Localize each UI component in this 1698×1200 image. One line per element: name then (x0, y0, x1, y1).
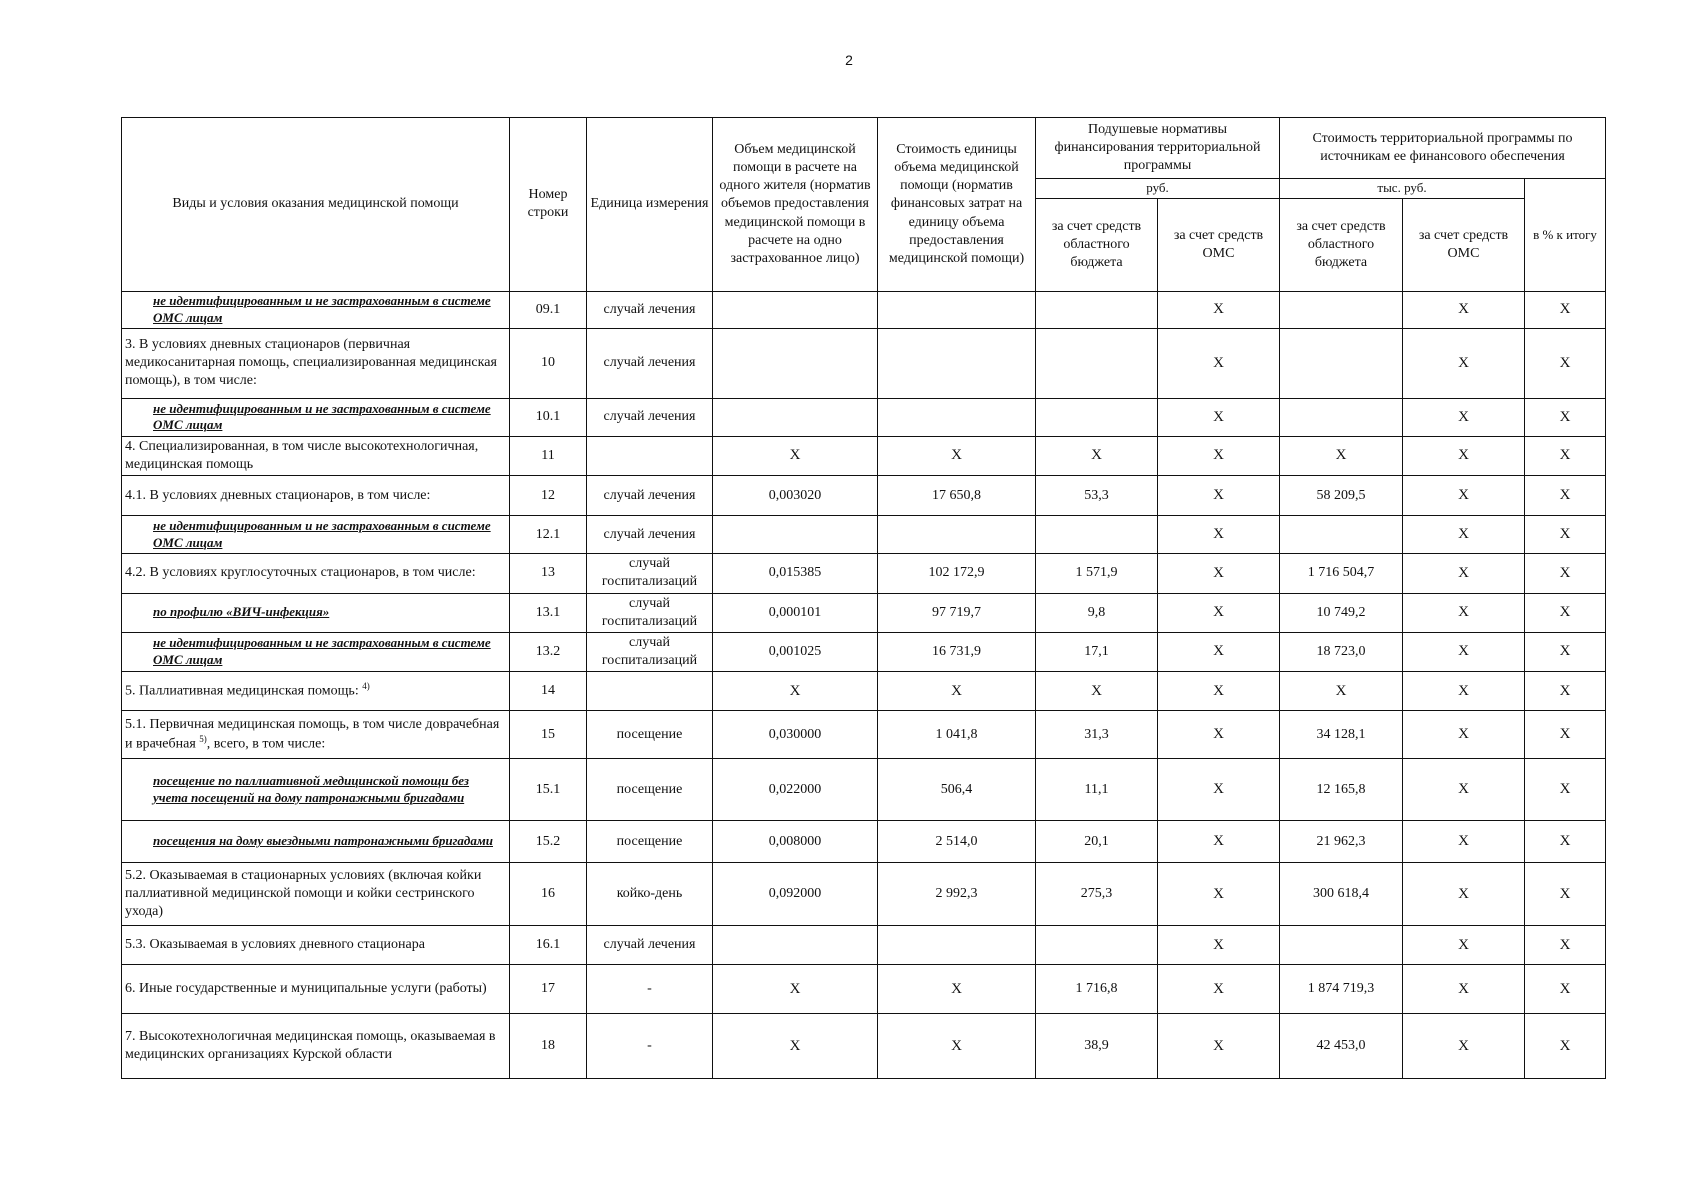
header-percent-total: в % к итогу (1525, 179, 1606, 292)
row-per-capita-oms: X (1158, 398, 1280, 436)
table-row (122, 926, 1606, 965)
row-per-capita-oms: X (1158, 1014, 1280, 1079)
row-program-oms: X (1403, 965, 1525, 1014)
row-number: 14 (510, 672, 587, 711)
header-per-capita-unit: руб. (1036, 179, 1280, 199)
row-per-capita-budget (1036, 398, 1158, 436)
row-percent: X (1525, 965, 1606, 1014)
row-per-capita-oms: X (1158, 554, 1280, 593)
row-name: 6. Иные государственные и муниципальные услуги (работы) (122, 965, 510, 1014)
row-program-budget: 58 209,5 (1280, 476, 1403, 516)
row-number: 12 (510, 476, 587, 516)
table-row (122, 863, 1606, 926)
row-unit: случай лечения (587, 476, 713, 516)
row-volume: X (713, 672, 878, 711)
row-volume: X (713, 965, 878, 1014)
footnote-mark: 5) (199, 734, 207, 745)
row-name: 5.3. Оказываемая в условиях дневного стационара (122, 926, 510, 965)
row-unit-cost: 2 992,3 (878, 863, 1036, 926)
row-program-oms: X (1403, 291, 1525, 328)
row-name: 7. Высокотехнологичная медицинская помощь, оказываемая в медицинских организациях Курской области (122, 1014, 510, 1079)
table-row (122, 593, 1606, 632)
row-percent: X (1525, 328, 1606, 398)
row-percent: X (1525, 672, 1606, 711)
row-per-capita-oms: X (1158, 821, 1280, 863)
header-per-capita: Подушевые нормативы финансирования территориальной программы (1036, 118, 1280, 179)
header-regional-budget: за счет средств областного бюджета (1036, 198, 1158, 291)
row-per-capita-budget: 1 716,8 (1036, 965, 1158, 1014)
row-unit-cost: 2 514,0 (878, 821, 1036, 863)
row-program-oms: X (1403, 821, 1525, 863)
row-unit-cost: 102 172,9 (878, 554, 1036, 593)
row-number: 10 (510, 328, 587, 398)
row-per-capita-oms: X (1158, 711, 1280, 759)
row-per-capita-oms: X (1158, 633, 1280, 672)
row-name: 4.2. В условиях круглосуточных стационаров, в том числе: (122, 554, 510, 593)
row-program-budget (1280, 328, 1403, 398)
row-per-capita-budget: 1 571,9 (1036, 554, 1158, 593)
row-per-capita-budget: 20,1 (1036, 821, 1158, 863)
row-volume: 0,030000 (713, 711, 878, 759)
row-program-oms: X (1403, 476, 1525, 516)
row-per-capita-oms: X (1158, 926, 1280, 965)
row-name: не идентифицированным и не застрахованным в системе ОМС лицам (122, 516, 510, 554)
header-regional-budget-2: за счет средств областного бюджета (1280, 198, 1403, 291)
row-percent: X (1525, 711, 1606, 759)
row-number: 11 (510, 436, 587, 475)
row-number: 10.1 (510, 398, 587, 436)
header-volume: Объем медицинской помощи в расчете на одного жителя (норматив объемов предоставления медицинской помощи в расчете на одно застрахованное лицо) (713, 118, 878, 292)
row-volume: 0,001025 (713, 633, 878, 672)
header-oms-2: за счет средств ОМС (1403, 198, 1525, 291)
page-number: 2 (845, 52, 853, 68)
table-row (122, 1014, 1606, 1079)
row-unit-cost: 17 650,8 (878, 476, 1036, 516)
row-volume (713, 516, 878, 554)
row-program-oms: X (1403, 328, 1525, 398)
row-program-oms: X (1403, 926, 1525, 965)
row-per-capita-oms: X (1158, 328, 1280, 398)
table-row (122, 711, 1606, 759)
row-per-capita-oms: X (1158, 672, 1280, 711)
row-name: 5. Паллиативная медицинская помощь: $^{4)}$ (122, 672, 510, 711)
row-program-budget (1280, 398, 1403, 436)
row-name: 3. В условиях дневных стационаров (первичная медикосанитарная помощь, специализированная медицинская помощь), в том числе: (122, 328, 510, 398)
row-program-oms: X (1403, 863, 1525, 926)
row-unit: посещение (587, 821, 713, 863)
table-row (122, 328, 1606, 398)
row-number: 18 (510, 1014, 587, 1079)
row-per-capita-oms: X (1158, 516, 1280, 554)
row-volume: X (713, 436, 878, 475)
row-per-capita-budget: 9,8 (1036, 593, 1158, 632)
row-program-budget: 300 618,4 (1280, 863, 1403, 926)
row-unit: случай госпитализаций (587, 554, 713, 593)
row-program-budget: 21 962,3 (1280, 821, 1403, 863)
row-volume: 0,015385 (713, 554, 878, 593)
row-unit: случай лечения (587, 398, 713, 436)
row-per-capita-budget: 53,3 (1036, 476, 1158, 516)
table-row (122, 633, 1606, 672)
row-per-capita-budget: X (1036, 436, 1158, 475)
row-per-capita-budget (1036, 291, 1158, 328)
table-row (122, 554, 1606, 593)
row-per-capita-oms: X (1158, 593, 1280, 632)
row-number: 16.1 (510, 926, 587, 965)
table-row (122, 398, 1606, 436)
row-name: не идентифицированным и не застрахованным в системе ОМС лицам (122, 398, 510, 436)
header-unit-cost: Стоимость единицы объема медицинской помощи (норматив финансовых затрат на единицу объема предоставления медицинской помощи) (878, 118, 1036, 292)
row-unit: случай госпитализаций (587, 633, 713, 672)
row-program-oms: X (1403, 554, 1525, 593)
row-unit-cost: X (878, 436, 1036, 475)
row-percent: X (1525, 554, 1606, 593)
row-volume: 0,000101 (713, 593, 878, 632)
row-number: 17 (510, 965, 587, 1014)
row-program-oms: X (1403, 633, 1525, 672)
row-unit: посещение (587, 711, 713, 759)
header-program-cost-unit: тыс. руб. (1280, 179, 1525, 199)
row-number: 15.2 (510, 821, 587, 863)
row-per-capita-oms: X (1158, 965, 1280, 1014)
row-percent: X (1525, 516, 1606, 554)
row-number: 12.1 (510, 516, 587, 554)
row-unit (587, 672, 713, 711)
row-percent: X (1525, 633, 1606, 672)
row-unit-cost (878, 328, 1036, 398)
row-unit: случай лечения (587, 328, 713, 398)
row-unit-cost (878, 926, 1036, 965)
row-program-oms: X (1403, 711, 1525, 759)
header-kind: Виды и условия оказания медицинской помощи (122, 118, 510, 292)
row-percent: X (1525, 476, 1606, 516)
row-name: посещение по паллиативной медицинской помощи без учета посещений на дому патронажными бригадами (122, 759, 510, 821)
row-program-budget (1280, 291, 1403, 328)
header-unit: Единица измерения (587, 118, 713, 292)
row-unit: случай лечения (587, 516, 713, 554)
table-row (122, 436, 1606, 475)
row-per-capita-budget: 11,1 (1036, 759, 1158, 821)
row-program-budget: 10 749,2 (1280, 593, 1403, 632)
row-program-oms: X (1403, 593, 1525, 632)
row-unit: койко-день (587, 863, 713, 926)
row-percent: X (1525, 926, 1606, 965)
row-unit-cost: X (878, 672, 1036, 711)
row-program-budget (1280, 926, 1403, 965)
row-percent: X (1525, 863, 1606, 926)
row-program-budget: 1 874 719,3 (1280, 965, 1403, 1014)
row-number: 13.1 (510, 593, 587, 632)
row-per-capita-budget: 17,1 (1036, 633, 1158, 672)
row-volume (713, 926, 878, 965)
row-unit-cost (878, 516, 1036, 554)
row-program-budget: X (1280, 436, 1403, 475)
table-row (122, 291, 1606, 328)
row-unit: посещение (587, 759, 713, 821)
row-program-oms: X (1403, 398, 1525, 436)
row-per-capita-oms: X (1158, 476, 1280, 516)
row-program-budget: 18 723,0 (1280, 633, 1403, 672)
row-percent: X (1525, 1014, 1606, 1079)
row-volume: 0,003020 (713, 476, 878, 516)
financing-table (121, 117, 1606, 1079)
row-unit-cost: X (878, 965, 1036, 1014)
row-per-capita-budget (1036, 328, 1158, 398)
row-program-oms: X (1403, 516, 1525, 554)
row-percent: X (1525, 759, 1606, 821)
row-name: по профилю «ВИЧ-инфекция» (122, 593, 510, 632)
row-per-capita-budget: 31,3 (1036, 711, 1158, 759)
row-unit-cost: X (878, 1014, 1036, 1079)
row-unit: случай лечения (587, 291, 713, 328)
row-name: 5.1. Первичная медицинская помощь, в том числе доврачебная и врачебная $^{5)}$, всего, в том числе: (122, 711, 510, 759)
row-unit-cost: 16 731,9 (878, 633, 1036, 672)
row-program-oms: X (1403, 436, 1525, 475)
row-per-capita-budget: 275,3 (1036, 863, 1158, 926)
row-unit-cost (878, 398, 1036, 436)
row-unit: - (587, 1014, 713, 1079)
row-volume: X (713, 1014, 878, 1079)
row-per-capita-oms: X (1158, 759, 1280, 821)
row-program-oms: X (1403, 1014, 1525, 1079)
row-number: 13 (510, 554, 587, 593)
row-program-oms: X (1403, 672, 1525, 711)
row-unit-cost: 97 719,7 (878, 593, 1036, 632)
table-row (122, 965, 1606, 1014)
row-unit (587, 436, 713, 475)
row-volume (713, 291, 878, 328)
row-unit: случай госпитализаций (587, 593, 713, 632)
row-per-capita-budget: 38,9 (1036, 1014, 1158, 1079)
header-program-cost: Стоимость территориальной программы по источникам ее финансового обеспечения (1280, 118, 1606, 179)
row-name: не идентифицированным и не застрахованным в системе ОМС лицам (122, 633, 510, 672)
row-volume (713, 398, 878, 436)
row-percent: X (1525, 398, 1606, 436)
row-name: 5.2. Оказываемая в стационарных условиях (включая койки паллиативной медицинской помощи и койки сестринского ухода) (122, 863, 510, 926)
table-row (122, 476, 1606, 516)
row-unit: - (587, 965, 713, 1014)
row-program-budget: 1 716 504,7 (1280, 554, 1403, 593)
row-per-capita-budget: X (1036, 672, 1158, 711)
row-per-capita-budget (1036, 516, 1158, 554)
row-program-budget: X (1280, 672, 1403, 711)
header-row-number: Номер строки (510, 118, 587, 292)
row-percent: X (1525, 593, 1606, 632)
row-volume (713, 328, 878, 398)
row-per-capita-oms: X (1158, 291, 1280, 328)
table-row (122, 516, 1606, 554)
row-unit-cost: 506,4 (878, 759, 1036, 821)
table-row (122, 821, 1606, 863)
row-percent: X (1525, 291, 1606, 328)
row-per-capita-budget (1036, 926, 1158, 965)
footnote-mark: 4) (362, 681, 370, 692)
row-number: 09.1 (510, 291, 587, 328)
row-percent: X (1525, 436, 1606, 475)
row-name: посещения на дому выездными патронажными бригадами (122, 821, 510, 863)
row-volume: 0,008000 (713, 821, 878, 863)
row-number: 13.2 (510, 633, 587, 672)
row-name: 4. Специализированная, в том числе высокотехнологичная, медицинская помощь (122, 436, 510, 475)
row-number: 15.1 (510, 759, 587, 821)
row-unit-cost (878, 291, 1036, 328)
row-percent: X (1525, 821, 1606, 863)
row-number: 15 (510, 711, 587, 759)
row-number: 16 (510, 863, 587, 926)
row-program-oms: X (1403, 759, 1525, 821)
row-volume: 0,092000 (713, 863, 878, 926)
header-oms: за счет средств ОМС (1158, 198, 1280, 291)
row-name: 4.1. В условиях дневных стационаров, в том числе: (122, 476, 510, 516)
row-program-budget: 34 128,1 (1280, 711, 1403, 759)
row-per-capita-oms: X (1158, 436, 1280, 475)
row-program-budget (1280, 516, 1403, 554)
row-per-capita-oms: X (1158, 863, 1280, 926)
row-name: не идентифицированным и не застрахованным в системе ОМС лицам (122, 291, 510, 328)
row-program-budget: 12 165,8 (1280, 759, 1403, 821)
row-volume: 0,022000 (713, 759, 878, 821)
table-row (122, 672, 1606, 711)
table-row (122, 759, 1606, 821)
row-unit: случай лечения (587, 926, 713, 965)
row-unit-cost: 1 041,8 (878, 711, 1036, 759)
row-program-budget: 42 453,0 (1280, 1014, 1403, 1079)
